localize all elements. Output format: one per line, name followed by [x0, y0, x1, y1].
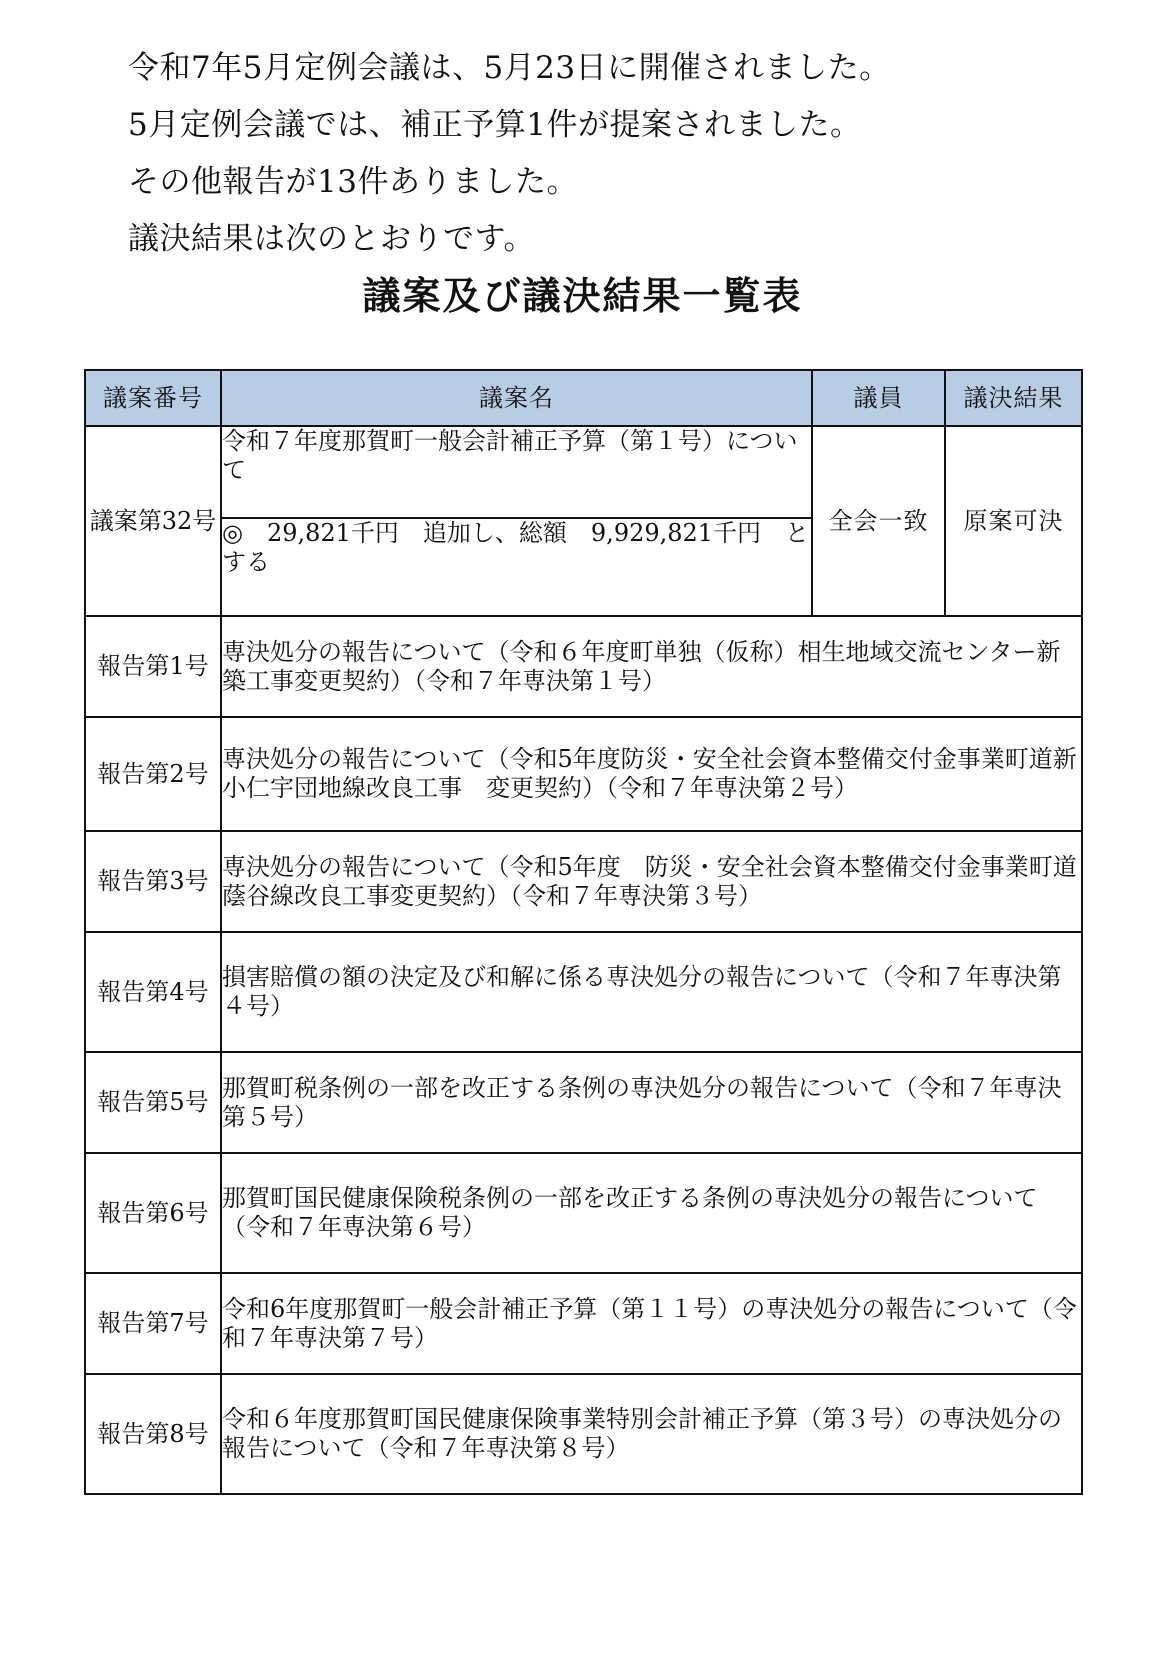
report-name: 那賀町税条例の一部を改正する条例の専決処分の報告について（令和７年専決第５号）	[221, 1052, 1082, 1153]
report-name: 那賀町国民健康保険税条例の一部を改正する条例の専決処分の報告について（令和７年専決第６号）	[221, 1153, 1082, 1273]
report-name: 専決処分の報告について（令和5年度防災・安全社会資本整備交付金事業町道新小仁宇団地線改良工事 変更契約）（令和７年専決第２号）	[221, 717, 1082, 831]
results-table	[84, 369, 1083, 1495]
table-row-bill	[85, 426, 1082, 518]
bill-detail: ◎ 29,821千円 追加し、総額 9,929,821千円 とする	[221, 518, 812, 616]
table-row	[85, 932, 1082, 1052]
report-number: 報告第8号	[85, 1374, 221, 1494]
table-row	[85, 1153, 1082, 1273]
header-result: 議決結果	[945, 370, 1082, 426]
header-members: 議員	[812, 370, 945, 426]
report-number: 報告第1号	[85, 616, 221, 717]
report-name: 専決処分の報告について（令和5年度 防災・安全社会資本整備交付金事業町道蔭谷線改良工事変更契約）（令和７年専決第３号）	[221, 831, 1082, 932]
table-row	[85, 1052, 1082, 1153]
bill-members: 全会一致	[812, 426, 945, 616]
table-row	[85, 1273, 1082, 1374]
bill-name: 令和７年度那賀町一般会計補正予算（第１号）について	[221, 426, 812, 518]
report-name: 令和6年度那賀町一般会計補正予算（第１１号）の専決処分の報告について（令和７年専決第７号）	[221, 1273, 1082, 1374]
table-header-row	[85, 370, 1082, 426]
report-name: 専決処分の報告について（令和６年度町単独（仮称）相生地域交流センター新築工事変更契約）（令和７年専決第１号）	[221, 616, 1082, 717]
table-row	[85, 831, 1082, 932]
intro-line: その他報告が13件ありました。	[128, 164, 578, 200]
bill-result: 原案可決	[945, 426, 1082, 616]
intro-line: 議決結果は次のとおりです。	[128, 221, 536, 257]
report-name: 損害賠償の額の決定及び和解に係る専決処分の報告について（令和７年専決第４号）	[221, 932, 1082, 1052]
report-number: 報告第6号	[85, 1153, 221, 1273]
table-row	[85, 1374, 1082, 1494]
report-name: 令和６年度那賀町国民健康保険事業特別会計補正予算（第３号）の専決処分の報告について（令和７年専決第８号）	[221, 1374, 1082, 1494]
intro-line: 令和7年5月定例会議は、5月23日に開催されました。	[128, 50, 891, 86]
report-number: 報告第3号	[85, 831, 221, 932]
report-number: 報告第4号	[85, 932, 221, 1052]
intro-line: 5月定例会議では、補正予算1件が提案されました。	[128, 107, 862, 143]
header-bill-number: 議案番号	[85, 370, 221, 426]
bill-number: 議案第32号	[85, 426, 221, 616]
report-number: 報告第7号	[85, 1273, 221, 1374]
intro-text	[128, 40, 1088, 268]
table-row	[85, 616, 1082, 717]
report-number: 報告第5号	[85, 1052, 221, 1153]
header-bill-name: 議案名	[221, 370, 812, 426]
report-number: 報告第2号	[85, 717, 221, 831]
table-row	[85, 717, 1082, 831]
table-title: 議案及び議決結果一覧表	[362, 273, 803, 318]
